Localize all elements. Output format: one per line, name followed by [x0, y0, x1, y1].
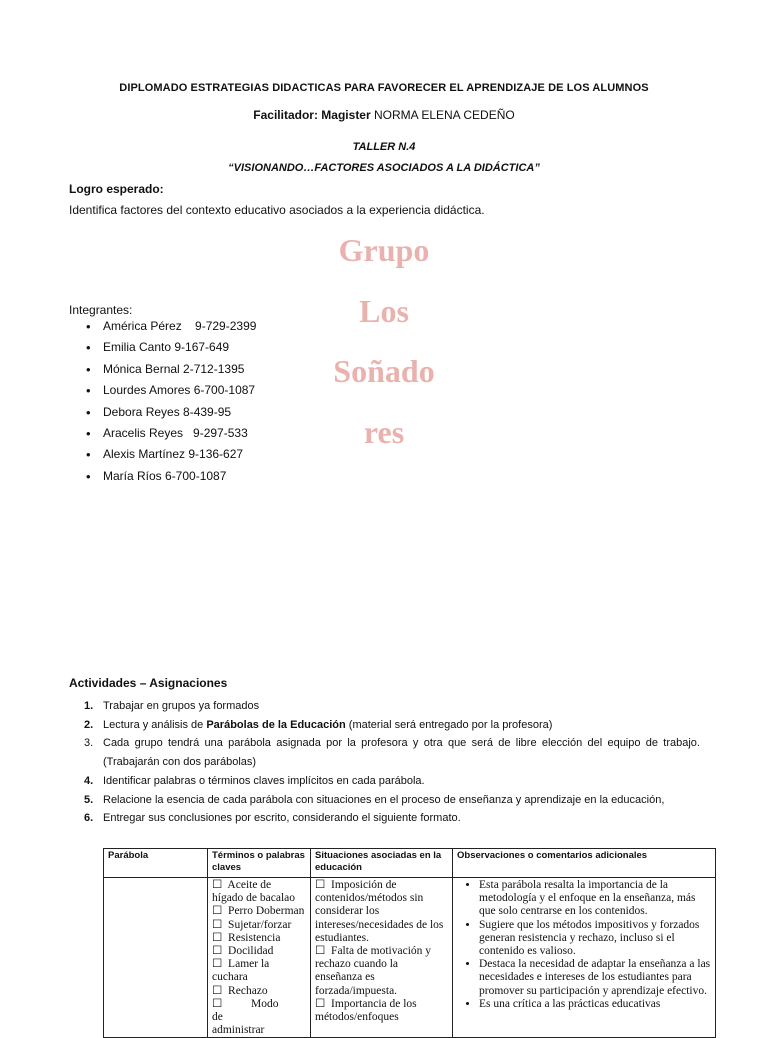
member-item: • Mónica Bernal 2-712-1395 — [86, 359, 256, 380]
facilitator-line — [0, 108, 768, 122]
table-header: Situaciones asociadas en la educación — [311, 849, 453, 878]
terms-cell — [208, 878, 311, 1038]
group-name-line: Soñado — [333, 353, 435, 389]
member-item: • Lourdes Amores 6-700-1087 — [86, 380, 256, 401]
goal-text: Identifica factores del contexto educativo asociados a la experiencia didáctica. — [69, 203, 485, 217]
activity-text: Identificar palabras o términos claves implícitos en cada parábola. — [103, 774, 425, 787]
situation-line: considerar los — [315, 905, 380, 918]
situation-line: estudiantes. — [315, 931, 369, 944]
members-list — [86, 316, 256, 487]
observation-item: • Sugiere que los métodos impositivos y forzados generan resistencia y rechazo, incluso si el contenido es valioso. — [479, 919, 711, 959]
member-item: • Emilia Canto 9-167-649 — [86, 337, 256, 358]
activities-list — [84, 697, 700, 828]
activity-text: Lectura y análisis de — [103, 718, 207, 731]
activity-number: 5. — [84, 793, 94, 806]
activity-text-bold: Parábolas de la Educación — [206, 718, 346, 731]
activity-text: (material será entregado por la profesora) — [345, 718, 553, 731]
activity-text: Entregar sus conclusiones por escrito, considerando el siguiente formato. — [103, 812, 461, 825]
activity-item — [84, 716, 700, 735]
term-line: ☐ Aceite de — [212, 879, 272, 891]
activity-item — [84, 791, 700, 810]
activity-number: 2. — [84, 718, 94, 731]
situation-line: ☐ Imposición de — [315, 879, 397, 891]
observation-item: • Destaca la necesidad de adaptar la enseñanza a las necesidades e intereses de los estudiantes para promover su participación y aprendizaje efectivo. — [479, 958, 711, 998]
goal-heading: Logro esperado: — [69, 182, 164, 196]
member-item: • Alexis Martínez 9-136-627 — [86, 444, 256, 465]
situation-line: enseñanza es — [315, 971, 375, 984]
activity-item — [84, 734, 700, 771]
term-line: ☐ Resistencia — [212, 931, 281, 944]
member-item: • América Pérez 9-729-2399 — [86, 316, 256, 337]
activity-number: 4. — [84, 774, 94, 787]
document-title: DIPLOMADO ESTRATEGIAS DIDACTICAS PARA FAVORECER EL APRENDIZAJE DE LOS ALUMNOS — [119, 82, 649, 94]
situation-line: ☐ Importancia de los — [315, 997, 417, 1010]
observation-item: • Esta parábola resalta la importancia de la metodología y el enfoque en la enseñanza, más que solo centrarse en los contenidos. — [479, 879, 711, 919]
group-name-line: res — [363, 414, 405, 450]
term-line: ☐ Modo de — [212, 997, 308, 1024]
situations-cell — [311, 878, 453, 1038]
conclusions-table — [103, 848, 716, 1038]
term-line: ☐ Perro Doberman — [212, 905, 305, 918]
activity-number: 3. — [84, 737, 94, 750]
term-line: administrar — [212, 1024, 265, 1037]
workshop-title: “VISIONANDO…FACTORES ASOCIADOS A LA DIDÁCTICA” — [228, 162, 540, 174]
table-header: Observaciones o comentarios adicionales — [453, 849, 716, 878]
term-line: ☐ Lamer la — [212, 958, 270, 971]
members-heading: Integrantes: — [69, 303, 133, 317]
situation-line: forzada/impuesta. — [315, 984, 398, 997]
activity-item — [84, 809, 700, 828]
observations-cell — [453, 878, 716, 1038]
observation-item: • Es una crítica a las prácticas educativas — [479, 998, 711, 1011]
member-item: • Aracelis Reyes 9-297-533 — [86, 423, 256, 444]
table-row — [104, 878, 716, 1038]
situation-line: intereses/necesidades de los — [315, 918, 444, 931]
group-name-line: Los — [359, 293, 409, 329]
table-header: Parábola — [104, 849, 208, 878]
activity-text: Cada grupo tendrá una parábola asignada por la profesora y otra que será de libre elección del equipo de trabajo. (Trabajarán con dos parábolas) — [103, 737, 700, 769]
activity-item — [84, 772, 700, 791]
activity-text: Relacione la esencia de cada parábola con situaciones en el proceso de enseñanza y aprendizaje en la educación, — [103, 793, 665, 806]
situation-line: contenidos/métodos sin — [315, 892, 424, 905]
member-item: • María Ríos 6-700-1087 — [86, 466, 256, 487]
situation-line: métodos/enfoques — [315, 1011, 399, 1024]
table-header: Términos o palabras claves — [208, 849, 311, 878]
workshop-number: TALLER N.4 — [352, 141, 416, 153]
activity-number: 6. — [84, 812, 94, 825]
facilitator-label: Facilitador: Magister — [253, 108, 371, 122]
member-item: • Debora Reyes 8-439-95 — [86, 402, 256, 423]
facilitator-name: NORMA ELENA CEDEÑO — [370, 108, 515, 122]
activities-heading: Actividades – Asignaciones — [69, 676, 228, 690]
situation-line: rechazo cuando la — [315, 958, 399, 971]
term-line: hígado de bacalao — [212, 892, 296, 905]
group-name-line: Grupo — [338, 232, 430, 268]
situation-line: ☐ Falta de motivación y — [315, 945, 432, 958]
activity-item — [84, 697, 700, 716]
term-line: cuchara — [212, 971, 248, 984]
table-header-row — [104, 849, 716, 878]
parabola-cell — [104, 878, 208, 1038]
term-line: ☐ Sujetar/forzar — [212, 918, 292, 931]
observations-list — [457, 879, 711, 1011]
activity-number: 1. — [84, 700, 94, 712]
term-line: ☐ Docilidad — [212, 945, 274, 958]
term-line: ☐ Rechazo — [212, 984, 268, 997]
activity-text: Trabajar en grupos ya formados — [103, 700, 260, 712]
